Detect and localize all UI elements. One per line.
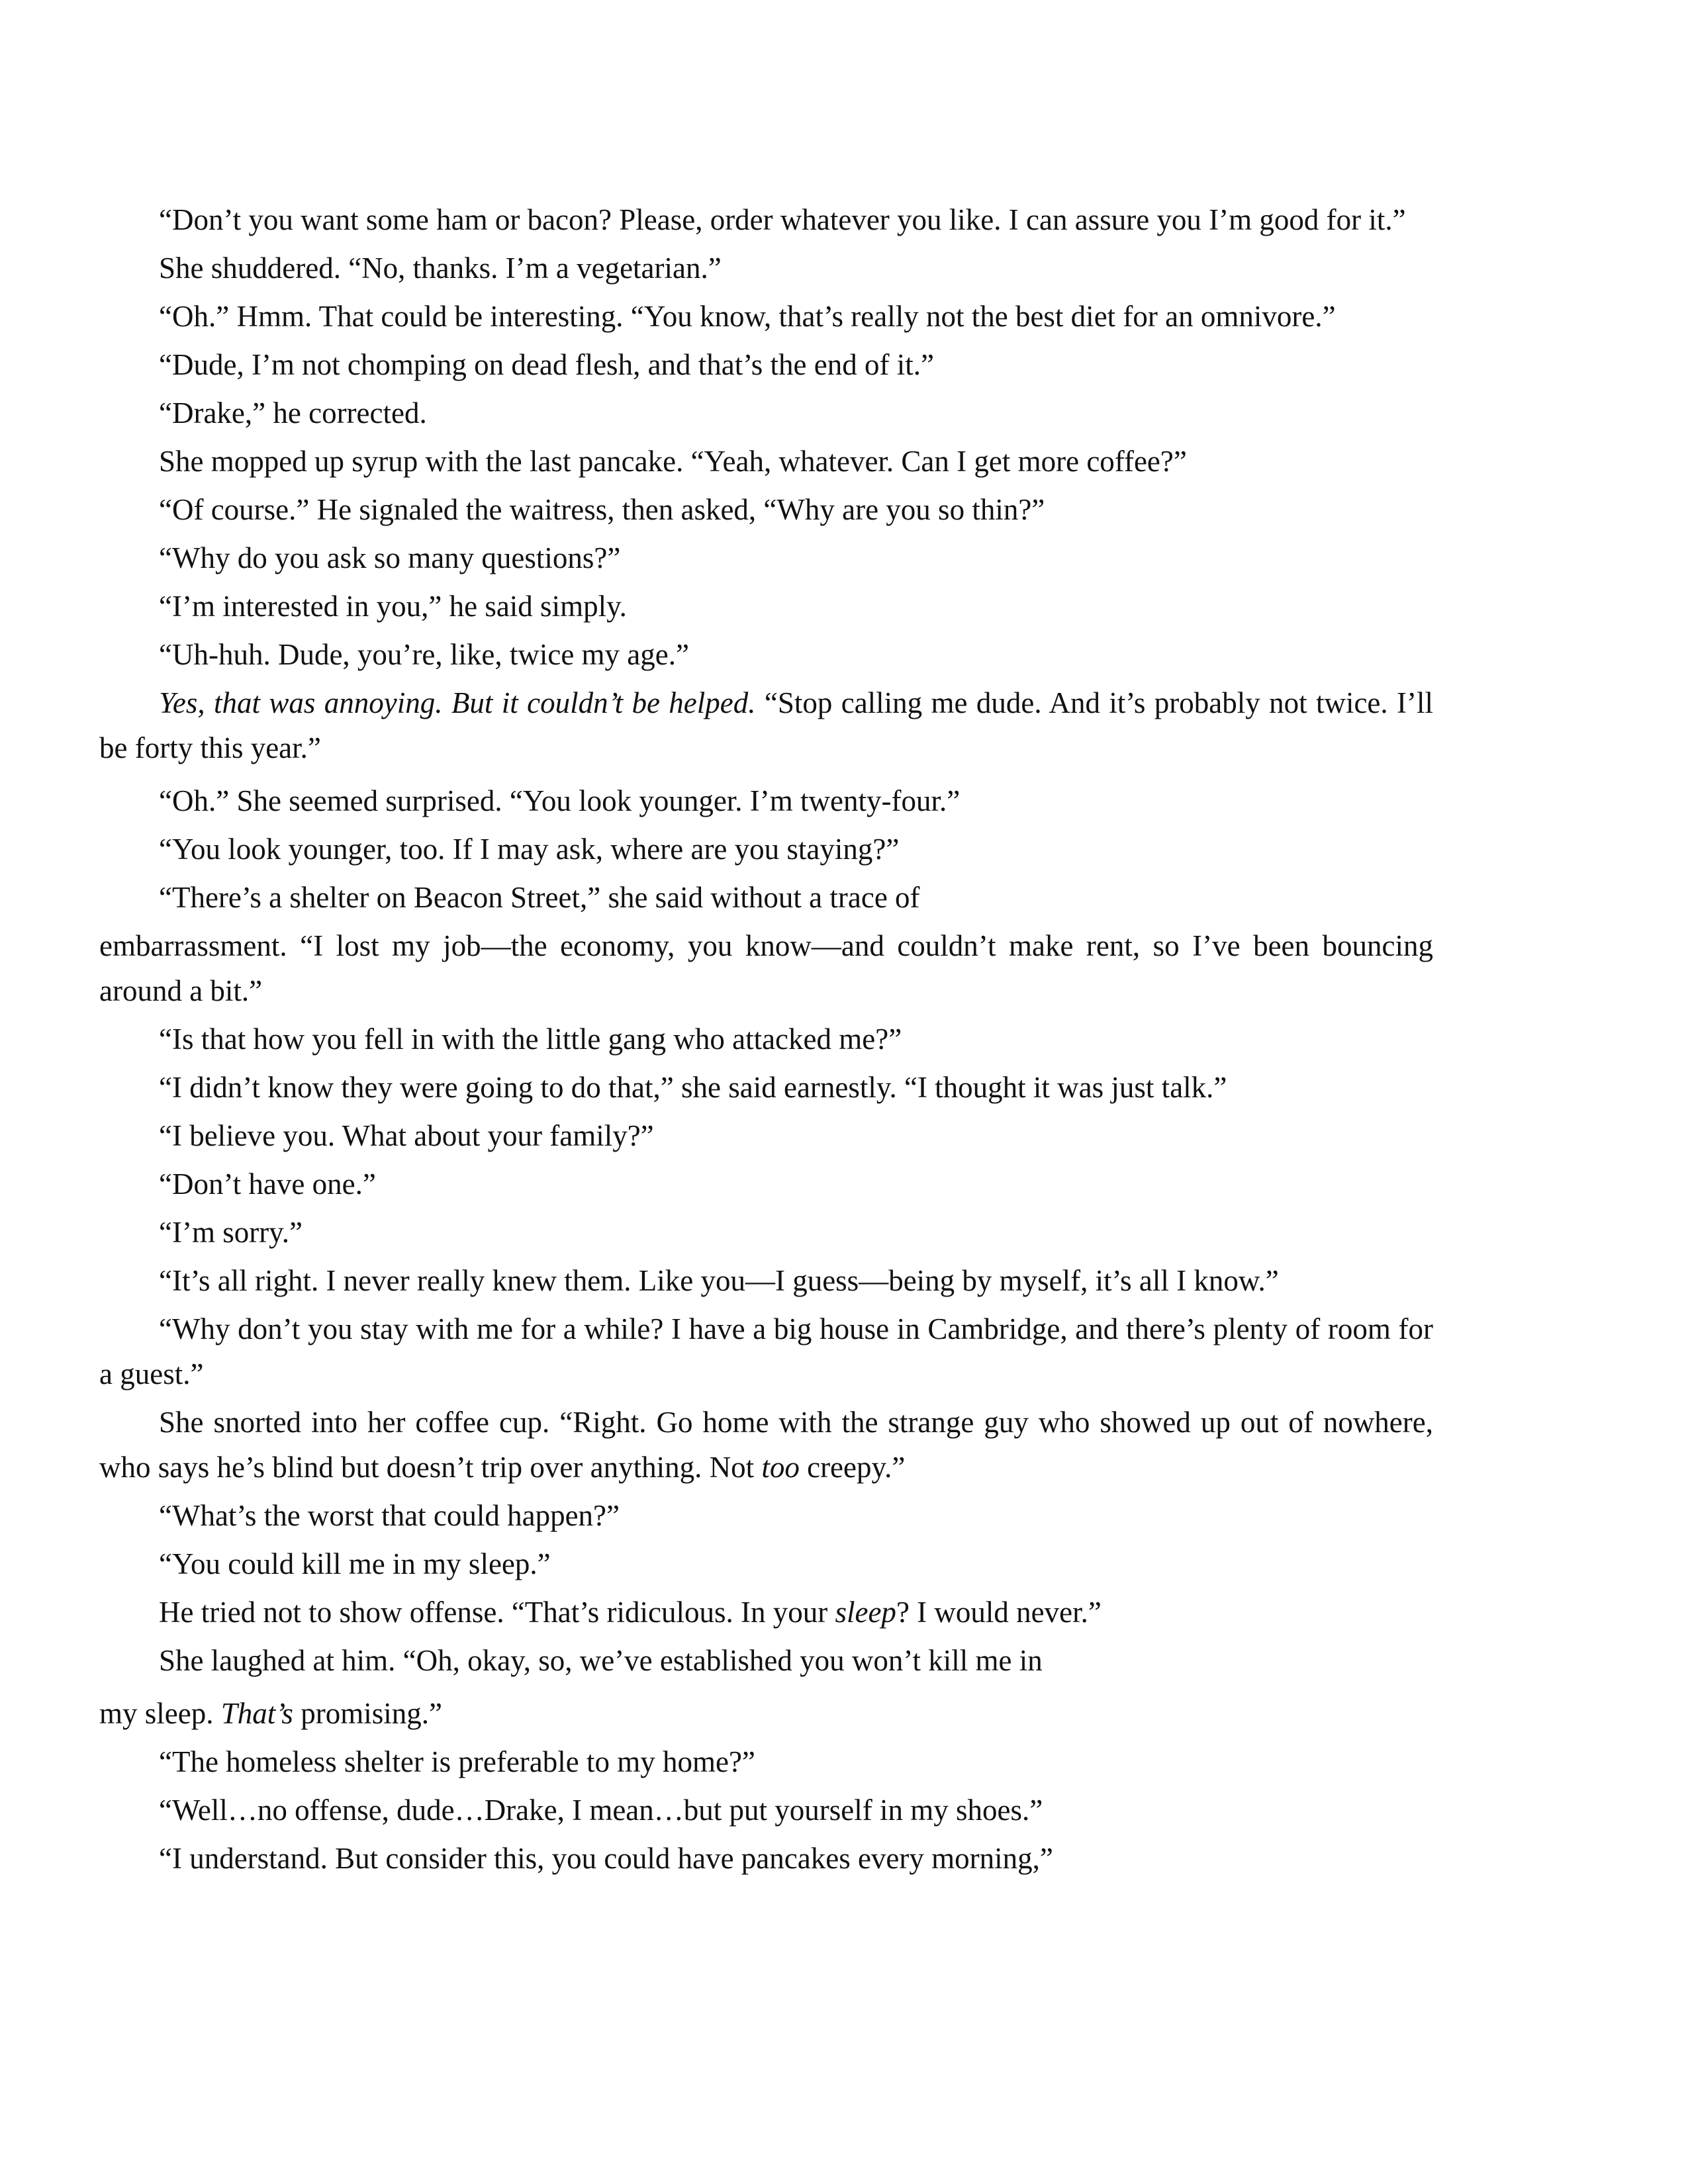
text-run: “Is that how you fell in with the little gang who attacked me?”	[159, 1023, 902, 1056]
paragraph	[99, 1788, 1433, 1833]
text-run: “Why do you ask so many questions?”	[159, 541, 621, 574]
paragraph	[99, 827, 1433, 872]
paragraph	[99, 632, 1433, 677]
text-run: “I’m sorry.”	[159, 1216, 303, 1249]
paragraph	[99, 778, 1433, 823]
paragraph	[99, 1017, 1433, 1062]
paragraph	[99, 535, 1433, 580]
text-run: promising.”	[293, 1697, 442, 1730]
italic-text: That’s	[220, 1697, 293, 1730]
text-run: “There’s a shelter on Beacon Street,” she said without a trace of	[159, 881, 920, 914]
paragraph	[99, 1258, 1433, 1303]
text-run: “I believe you. What about your family?”	[159, 1119, 654, 1152]
text-run: “Oh.” Hmm. That could be interesting. “You know, that’s really not the best diet for an omnivore.”	[159, 300, 1336, 333]
text-run: “You look younger, too. If I may ask, where are you staying?”	[159, 833, 900, 866]
text-run: “Don’t have one.”	[159, 1167, 376, 1201]
text-run: embarrassment. “I lost my job—the economy, you know—and couldn’t make rent, so I’ve been bouncing around a bit.”	[99, 929, 1433, 1007]
paragraph	[99, 294, 1433, 339]
paragraph	[99, 875, 1433, 920]
paragraph	[99, 1493, 1433, 1538]
text-run: “Why don’t you stay with me for a while? I have a big house in Cambridge, and there’s plenty of room for a guest.”	[99, 1312, 1433, 1390]
paragraph	[99, 1541, 1433, 1586]
text-run: He tried not to show offense. “That’s ridiculous. In your	[159, 1596, 835, 1629]
text-run: ? I would never.”	[896, 1596, 1102, 1629]
paragraph	[99, 923, 1433, 1013]
text-run: “Dude, I’m not chomping on dead flesh, and that’s the end of it.”	[159, 348, 934, 381]
text-run: She laughed at him. “Oh, okay, so, we’ve established you won’t kill me in	[159, 1644, 1043, 1677]
text-run: “I didn’t know they were going to do that,” she said earnestly. “I thought it was just talk.”	[159, 1071, 1227, 1104]
text-run: She shuddered. “No, thanks. I’m a vegetarian.”	[159, 251, 722, 285]
text-run: “Of course.” He signaled the waitress, then asked, “Why are you so thin?”	[159, 493, 1045, 526]
text-run: “The homeless shelter is preferable to my home?”	[159, 1745, 755, 1778]
text-run: “Don’t you want some ham or bacon? Please, order whatever you like. I can assure you I’m good for it.”	[159, 203, 1406, 236]
text-run: “It’s all right. I never really knew them. Like you—I guess—being by myself, it’s all I know.”	[159, 1264, 1279, 1297]
paragraph	[99, 1590, 1433, 1635]
text-run: She mopped up syrup with the last pancake. “Yeah, whatever. Can I get more coffee?”	[159, 445, 1187, 478]
text-run: “Drake,” he corrected.	[159, 396, 427, 430]
text-run: “Well…no offense, dude…Drake, I mean…but put yourself in my shoes.”	[159, 1794, 1043, 1827]
text-run: “I’m interested in you,” he said simply.	[159, 590, 627, 623]
italic-text: too	[761, 1451, 800, 1484]
paragraph	[99, 1065, 1433, 1110]
paragraph	[99, 487, 1433, 532]
paragraph	[99, 1400, 1433, 1490]
paragraph	[99, 246, 1433, 291]
text-run: “What’s the worst that could happen?”	[159, 1499, 620, 1532]
text-run: “Oh.” She seemed surprised. “You look younger. I’m twenty-four.”	[159, 784, 961, 817]
paragraph	[99, 390, 1433, 435]
paragraph	[99, 197, 1433, 242]
paragraph	[99, 1691, 1433, 1736]
paragraph	[99, 1210, 1433, 1255]
paragraph	[99, 1638, 1433, 1683]
paragraph	[99, 680, 1433, 770]
paragraph	[99, 1836, 1433, 1881]
text-run: She snorted into her coffee cup. “Right. Go home with the strange guy who showed up out of nowhere, who says he’s blind but doesn’t trip over anything. Not	[99, 1406, 1433, 1484]
text-run: “Stop calling me dude. And it’s probably not twice. I’ll be forty this year.”	[99, 686, 1434, 764]
text-run: “You could kill me in my sleep.”	[159, 1547, 551, 1580]
italic-text: Yes, that was annoying. But it couldn’t be helped.	[159, 686, 756, 719]
paragraph	[99, 584, 1433, 629]
paragraph	[99, 1161, 1433, 1206]
paragraph	[99, 1739, 1433, 1784]
text-run: creepy.”	[799, 1451, 906, 1484]
italic-text: sleep	[835, 1596, 896, 1629]
text-run: “I understand. But consider this, you could have pancakes every morning,”	[159, 1842, 1053, 1875]
paragraph	[99, 1306, 1433, 1396]
text-run: my sleep.	[99, 1697, 221, 1730]
paragraph	[99, 1113, 1433, 1158]
paragraph	[99, 342, 1433, 387]
text-run: “Uh-huh. Dude, you’re, like, twice my age.”	[159, 638, 689, 671]
manuscript-page	[99, 197, 1433, 1881]
paragraph	[99, 439, 1433, 484]
